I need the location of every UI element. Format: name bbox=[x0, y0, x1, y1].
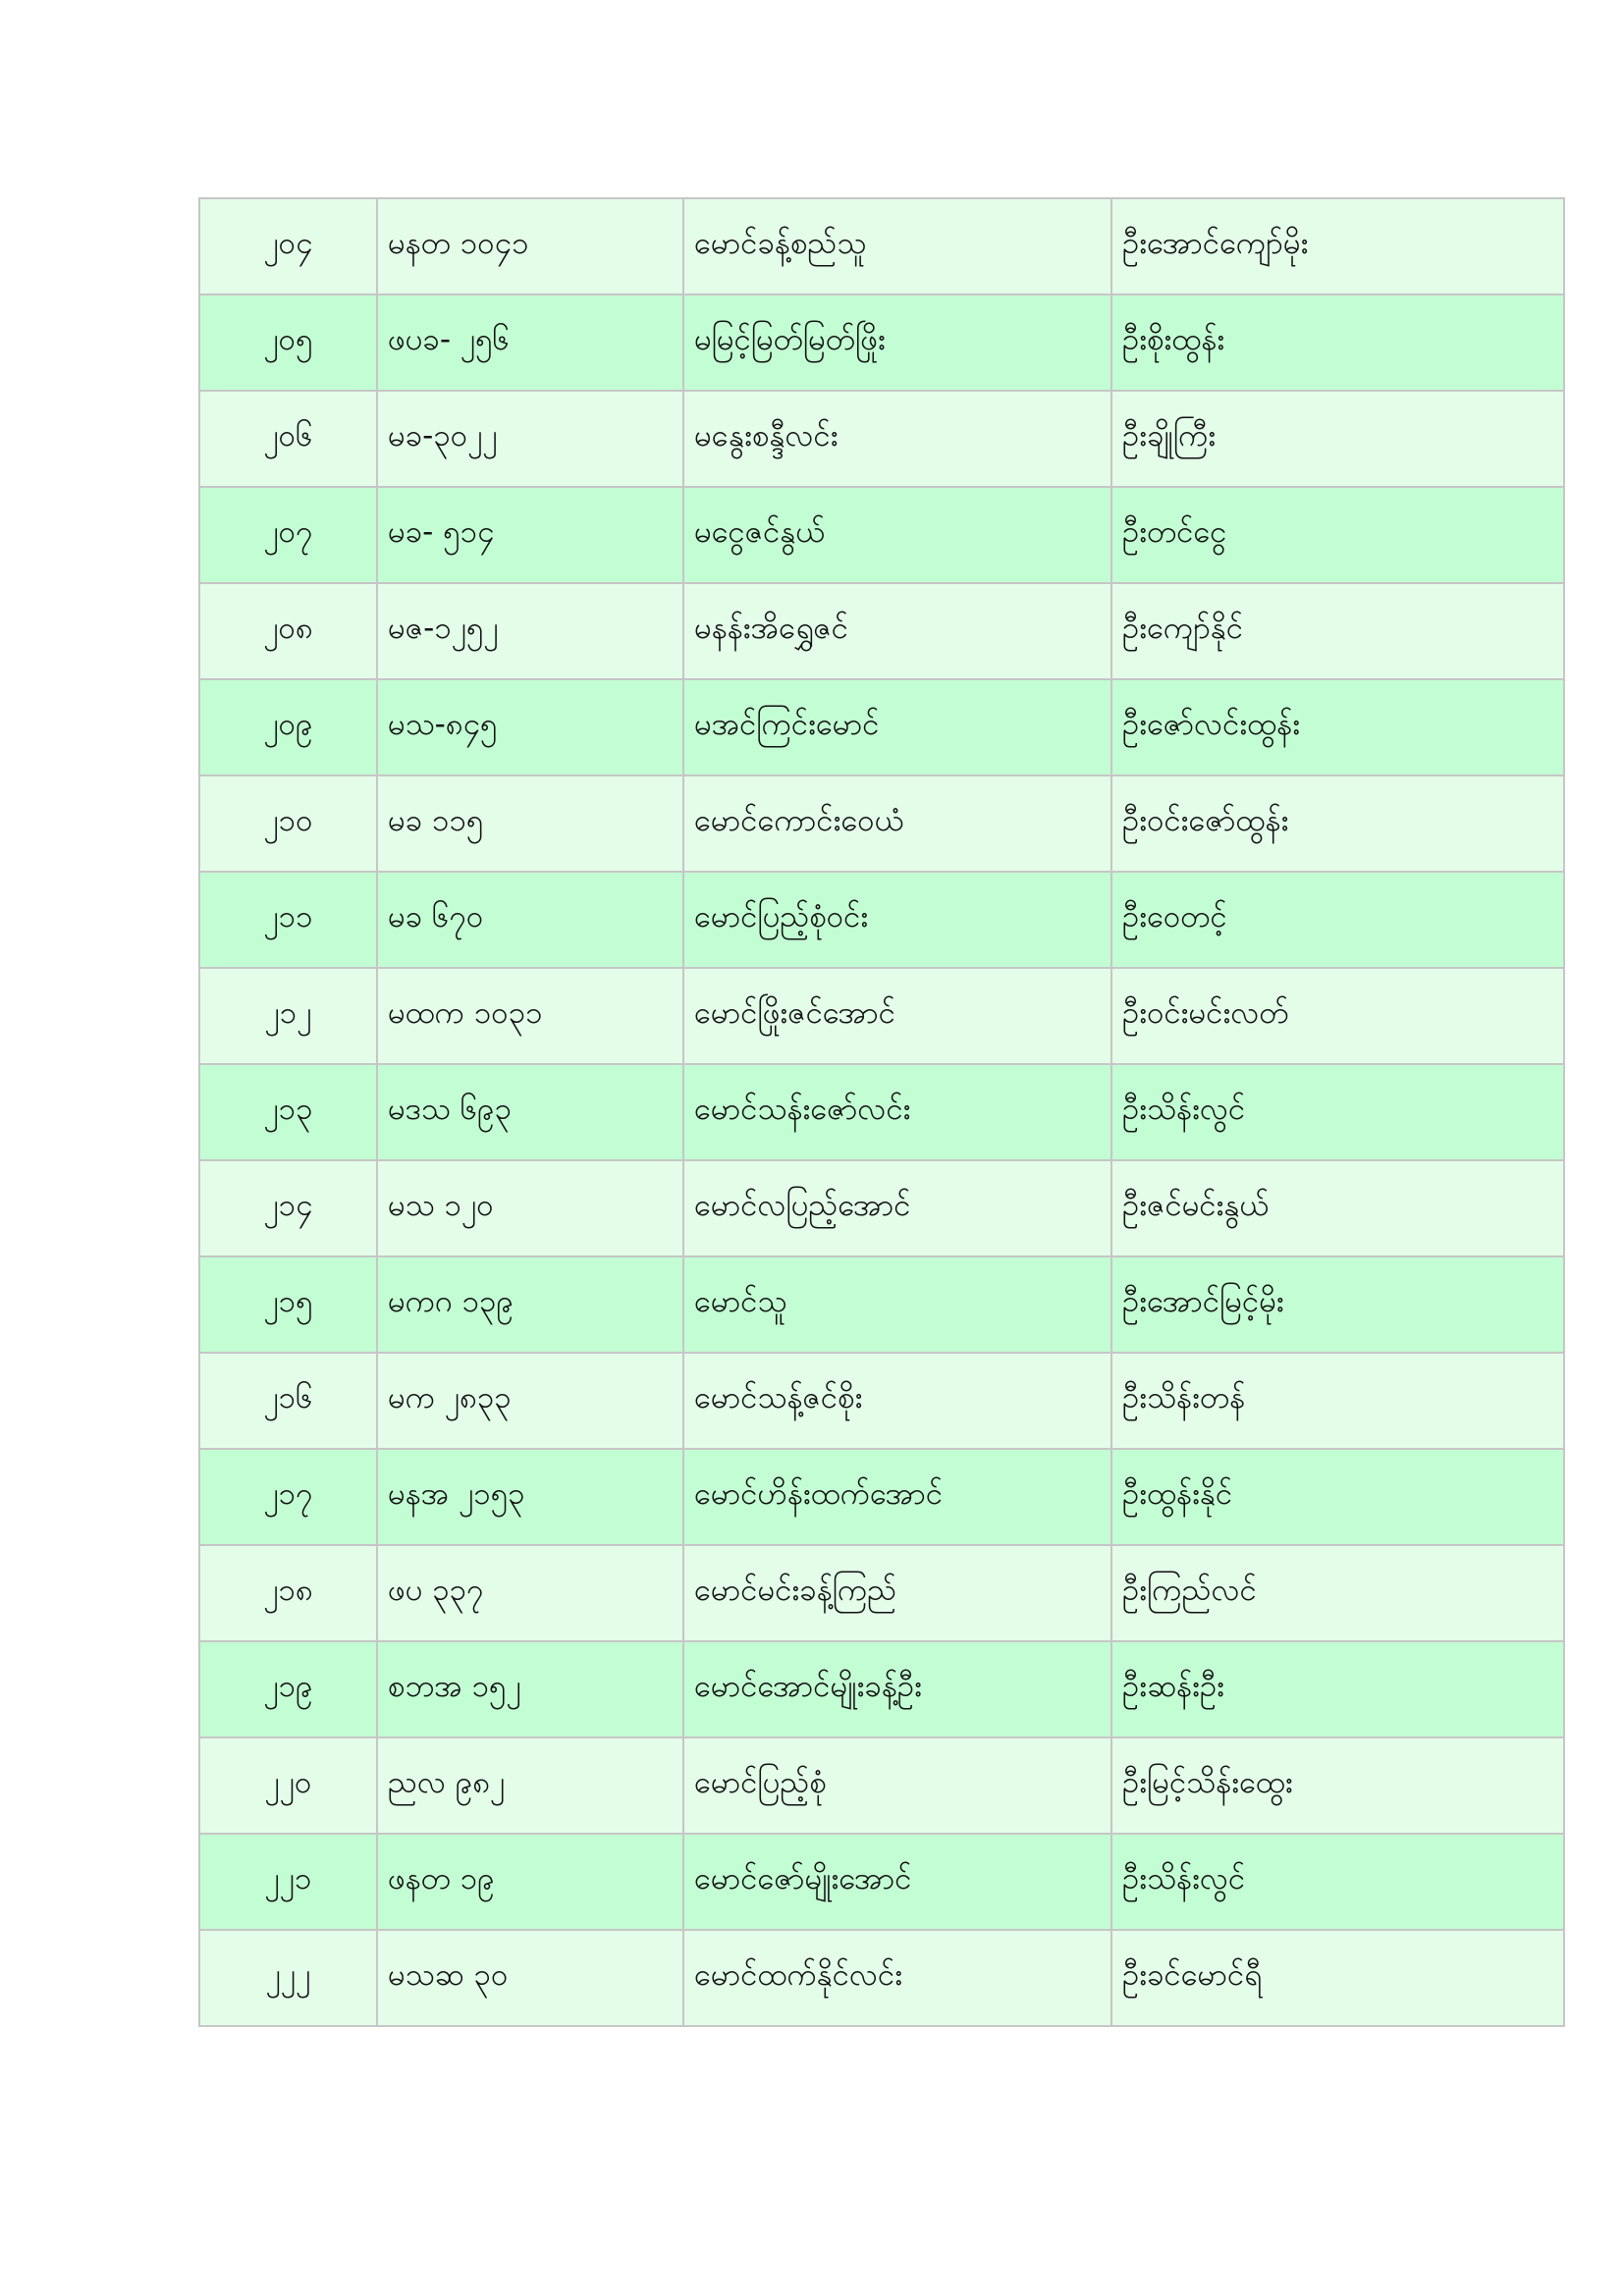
row-number-cell: ၂၁၇ bbox=[199, 1449, 377, 1545]
table-row bbox=[199, 679, 1564, 775]
father-name-cell: ဦးသိန်းလွင် bbox=[1111, 1064, 1564, 1160]
table-row bbox=[199, 1449, 1564, 1545]
name-cell: မောင်ပြည့်စုံဝင်း bbox=[683, 872, 1111, 968]
name-cell: မောင်ဖြိုးဇင်အောင် bbox=[683, 968, 1111, 1064]
row-number-cell: ၂၁၃ bbox=[199, 1064, 377, 1160]
records-table bbox=[198, 197, 1565, 2027]
father-name-cell: ဦးဇင်မင်းနွယ် bbox=[1111, 1160, 1564, 1256]
name-cell: မောင်မင်းခန့်ကြည် bbox=[683, 1545, 1111, 1641]
father-name-cell: ဦးသိန်းလွင် bbox=[1111, 1834, 1564, 1930]
name-cell: မောင်ခန့်စည်သူ bbox=[683, 198, 1111, 294]
name-cell: မမြင့်မြတ်မြတ်ဖြိုး bbox=[683, 294, 1111, 391]
id-cell: မခ ၁၁၅ bbox=[377, 775, 683, 872]
father-name-cell: ဦးဆန်းဦး bbox=[1111, 1641, 1564, 1737]
father-name-cell: ဦးဇော်လင်းထွန်း bbox=[1111, 679, 1564, 775]
name-cell: မောင်ပြည့်စုံ bbox=[683, 1737, 1111, 1834]
name-cell: မောင်အောင်မျိုးခန့်ဦး bbox=[683, 1641, 1111, 1737]
row-number-cell: ၂၁၂ bbox=[199, 968, 377, 1064]
father-name-cell: ဦးဝင်းမင်းလတ် bbox=[1111, 968, 1564, 1064]
father-name-cell: ဦးကြည်လင် bbox=[1111, 1545, 1564, 1641]
table-row bbox=[199, 1353, 1564, 1449]
row-number-cell: ၂၀၉ bbox=[199, 679, 377, 775]
table-row bbox=[199, 391, 1564, 487]
table-row bbox=[199, 968, 1564, 1064]
row-number-cell: ၂၂၂ bbox=[199, 1930, 377, 2026]
row-number-cell: ၂၀၈ bbox=[199, 583, 377, 679]
name-cell: မနန်းအိရွှေဇင် bbox=[683, 583, 1111, 679]
id-cell: မဒသ ၆၉၃ bbox=[377, 1064, 683, 1160]
row-number-cell: ၂၁၅ bbox=[199, 1256, 377, 1353]
table-row bbox=[199, 1930, 1564, 2026]
records-table-body bbox=[199, 198, 1564, 2026]
id-cell: ဖပခ- ၂၅၆ bbox=[377, 294, 683, 391]
id-cell: ဖပ ၃၃၇ bbox=[377, 1545, 683, 1641]
table-row bbox=[199, 1737, 1564, 1834]
table-row bbox=[199, 1064, 1564, 1160]
row-number-cell: ၂၂၀ bbox=[199, 1737, 377, 1834]
row-number-cell: ၂၀၆ bbox=[199, 391, 377, 487]
table-row bbox=[199, 487, 1564, 583]
table-row bbox=[199, 294, 1564, 391]
father-name-cell: ဦးဝေတင့် bbox=[1111, 872, 1564, 968]
name-cell: မောင်လပြည့်အောင် bbox=[683, 1160, 1111, 1256]
father-name-cell: ဦးချိုကြီး bbox=[1111, 391, 1564, 487]
row-number-cell: ၂၀၇ bbox=[199, 487, 377, 583]
father-name-cell: ဦးကျော်နိုင် bbox=[1111, 583, 1564, 679]
id-cell: မကဂ ၁၃၉ bbox=[377, 1256, 683, 1353]
id-cell: မခ- ၅၁၄ bbox=[377, 487, 683, 583]
father-name-cell: ဦးထွန်းနိုင် bbox=[1111, 1449, 1564, 1545]
father-name-cell: ဦးသိန်းတန် bbox=[1111, 1353, 1564, 1449]
row-number-cell: ၂၁၈ bbox=[199, 1545, 377, 1641]
row-number-cell: ၂၁၉ bbox=[199, 1641, 377, 1737]
father-name-cell: ဦးအောင်ကျော်မိုး bbox=[1111, 198, 1564, 294]
row-number-cell: ၂၀၄ bbox=[199, 198, 377, 294]
table-row bbox=[199, 1256, 1564, 1353]
name-cell: မနွေးစန္ဒီလင်း bbox=[683, 391, 1111, 487]
father-name-cell: ဦးတင်ငွေ bbox=[1111, 487, 1564, 583]
table-row bbox=[199, 1641, 1564, 1737]
table-row bbox=[199, 872, 1564, 968]
father-name-cell: ဦးဝင်းဇော်ထွန်း bbox=[1111, 775, 1564, 872]
id-cell: မထက ၁၀၃၁ bbox=[377, 968, 683, 1064]
father-name-cell: ဦးမြင့်သိန်းထွေး bbox=[1111, 1737, 1564, 1834]
father-name-cell: ဦးခင်မောင်ရီ bbox=[1111, 1930, 1564, 2026]
row-number-cell: ၂၁၄ bbox=[199, 1160, 377, 1256]
table-row bbox=[199, 198, 1564, 294]
name-cell: မောင်ကောင်းဝေယံ bbox=[683, 775, 1111, 872]
name-cell: မောင်ထက်နိုင်လင်း bbox=[683, 1930, 1111, 2026]
id-cell: မဇ-၁၂၅၂ bbox=[377, 583, 683, 679]
id-cell: မက ၂၈၃၃ bbox=[377, 1353, 683, 1449]
id-cell: မသဆ ၃၀ bbox=[377, 1930, 683, 2026]
table-row bbox=[199, 583, 1564, 679]
id-cell: မခ-၃၀၂၂ bbox=[377, 391, 683, 487]
row-number-cell: ၂၀၅ bbox=[199, 294, 377, 391]
name-cell: မောင်ဟိန်းထက်အောင် bbox=[683, 1449, 1111, 1545]
row-number-cell: ၂၁၆ bbox=[199, 1353, 377, 1449]
father-name-cell: ဦးစိုးထွန်း bbox=[1111, 294, 1564, 391]
id-cell: မခ ၆၇၀ bbox=[377, 872, 683, 968]
name-cell: မောင်ဇော်မျိုးအောင် bbox=[683, 1834, 1111, 1930]
id-cell: မနအ ၂၁၅၃ bbox=[377, 1449, 683, 1545]
id-cell: စဘအ ၁၅၂ bbox=[377, 1641, 683, 1737]
table-row bbox=[199, 1545, 1564, 1641]
name-cell: မငွေဇင်နွယ် bbox=[683, 487, 1111, 583]
table-row bbox=[199, 1160, 1564, 1256]
id-cell: ဖနတ ၁၉ bbox=[377, 1834, 683, 1930]
id-cell: မနတ ၁၀၄၁ bbox=[377, 198, 683, 294]
name-cell: မောင်သန်းဇော်လင်း bbox=[683, 1064, 1111, 1160]
row-number-cell: ၂၁၁ bbox=[199, 872, 377, 968]
id-cell: မသ-၈၄၅ bbox=[377, 679, 683, 775]
name-cell: မောင်သူ bbox=[683, 1256, 1111, 1353]
table-row bbox=[199, 1834, 1564, 1930]
row-number-cell: ၂၁၀ bbox=[199, 775, 377, 872]
id-cell: ညလ ၉၈၂ bbox=[377, 1737, 683, 1834]
id-cell: မသ ၁၂၀ bbox=[377, 1160, 683, 1256]
father-name-cell: ဦးအောင်မြင့်မိုး bbox=[1111, 1256, 1564, 1353]
row-number-cell: ၂၂၁ bbox=[199, 1834, 377, 1930]
name-cell: မအင်ကြင်းမောင် bbox=[683, 679, 1111, 775]
name-cell: မောင်သန့်ဇင်စိုး bbox=[683, 1353, 1111, 1449]
table-row bbox=[199, 775, 1564, 872]
